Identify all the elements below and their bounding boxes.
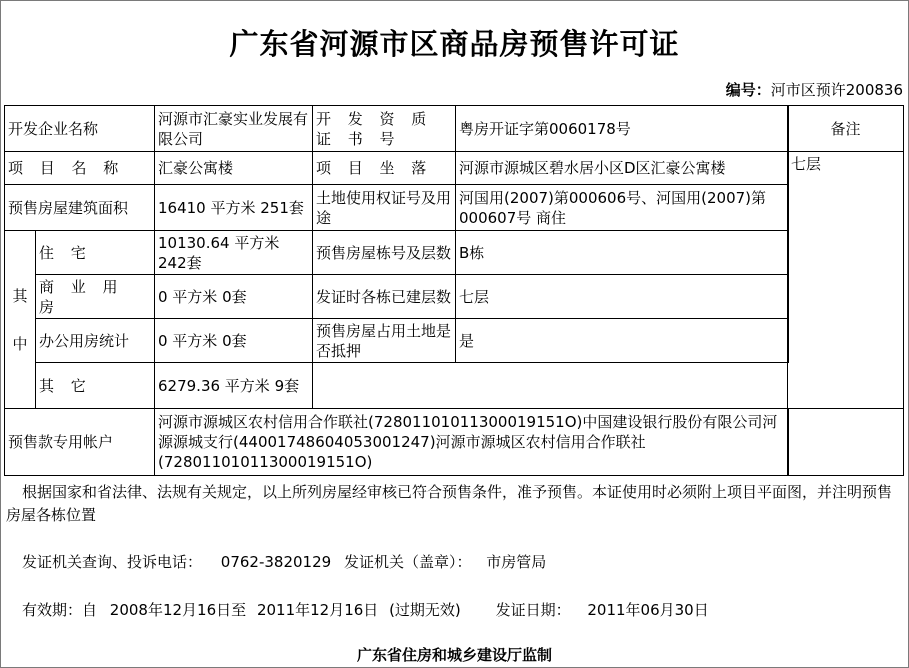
built-floors-value: 七层 (456, 275, 789, 319)
area-value: 16410 平方米 251套 (155, 185, 313, 231)
mortgage-value: 是 (456, 319, 789, 363)
validity-line (22, 599, 709, 620)
permit-table (4, 105, 819, 476)
phone-number: 0762-3820129 (220, 553, 332, 571)
document-number (726, 79, 903, 100)
issuer-value: 市房管局 (486, 553, 547, 571)
qualification-value: 粤房开证字第0060178号 (456, 106, 789, 152)
building-value: B栋 (456, 231, 789, 275)
validity-start: 2008年12月16日至 (109, 601, 247, 619)
document-number-value: 河市区预许200836 (770, 81, 903, 99)
supervisor-footer: 广东省住房和城乡建设厅监制 (356, 646, 552, 664)
remarks-value: 七层 (788, 152, 904, 409)
of-which-char-1: 其 (12, 286, 28, 305)
land-cert-value: 河国用(2007)第000606号、河国用(2007)第000607号 商住 (456, 185, 789, 231)
validity-label: 有效期：自 (22, 601, 98, 619)
other-value: 6279.36 平方米 9套 (155, 363, 313, 409)
phone-label: 发证机关查询、投诉电话： (22, 553, 203, 571)
validity-end: 2011年12月16日 (256, 601, 379, 619)
office-label: 办公用房统计 (36, 319, 155, 363)
remarks-empty (788, 409, 904, 476)
office-value: 0 平方米 0套 (155, 319, 313, 363)
developer-value: 河源市汇豪实业发展有限公司 (155, 106, 313, 152)
residential-value: 10130.64 平方米 242套 (155, 231, 313, 275)
issue-date-value: 2011年06月30日 (587, 601, 709, 619)
remarks-header: 备注 (788, 106, 904, 152)
land-cert-label: 土地使用权证号及用途 (313, 185, 456, 231)
empty-cell (313, 363, 789, 409)
qualification-label: 开 发 资 质 证 书 号 (313, 106, 456, 152)
of-which-label (5, 231, 36, 409)
building-label: 预售房屋栋号及层数 (313, 231, 456, 275)
of-which-char-2: 中 (12, 334, 28, 353)
document-number-label: 编号： (725, 81, 771, 99)
mortgage-label: 预售房屋占用土地是否抵押 (313, 319, 456, 363)
location-value: 河源市源城区碧水居小区D区汇豪公寓楼 (456, 152, 789, 185)
project-name-label: 项 目 名 称 (5, 152, 155, 185)
remarks-table (787, 105, 904, 476)
account-value: 河源市源城区农村信用合作联社(72801101011300019151O)中国建设银行股份有限公司河源源城支行(44001748604053001247)河源市源城区农村信用合作联社(72801101011300019151O) (155, 409, 789, 476)
account-label: 预售款专用帐户 (5, 409, 155, 476)
issuer-label: 发证机关（盖章）： (343, 553, 472, 571)
commercial-label: 商 业 用 房 (36, 275, 155, 319)
residential-label: 住 宅 (36, 231, 155, 275)
validity-note: (过期无效) (389, 601, 461, 619)
other-label: 其 它 (36, 363, 155, 409)
approval-statement: 根据国家和省法律、法规有关规定，以上所列房屋经审核已符合预售条件，准予预售。本证使用时必须附上项目平面图，并注明预售房屋各栋位置 (6, 483, 893, 524)
built-floors-label: 发证时各栋已建层数 (313, 275, 456, 319)
issue-date-label: 发证日期： (495, 601, 571, 619)
document-title: 广东省河源市区商品房预售许可证 (229, 27, 680, 61)
project-name-value: 汇豪公寓楼 (155, 152, 313, 185)
commercial-value: 0 平方米 0套 (155, 275, 313, 319)
area-label: 预售房屋建筑面积 (5, 185, 155, 231)
location-label: 项 目 坐 落 (313, 152, 456, 185)
developer-label: 开发企业名称 (5, 106, 155, 152)
contact-line (22, 551, 546, 572)
